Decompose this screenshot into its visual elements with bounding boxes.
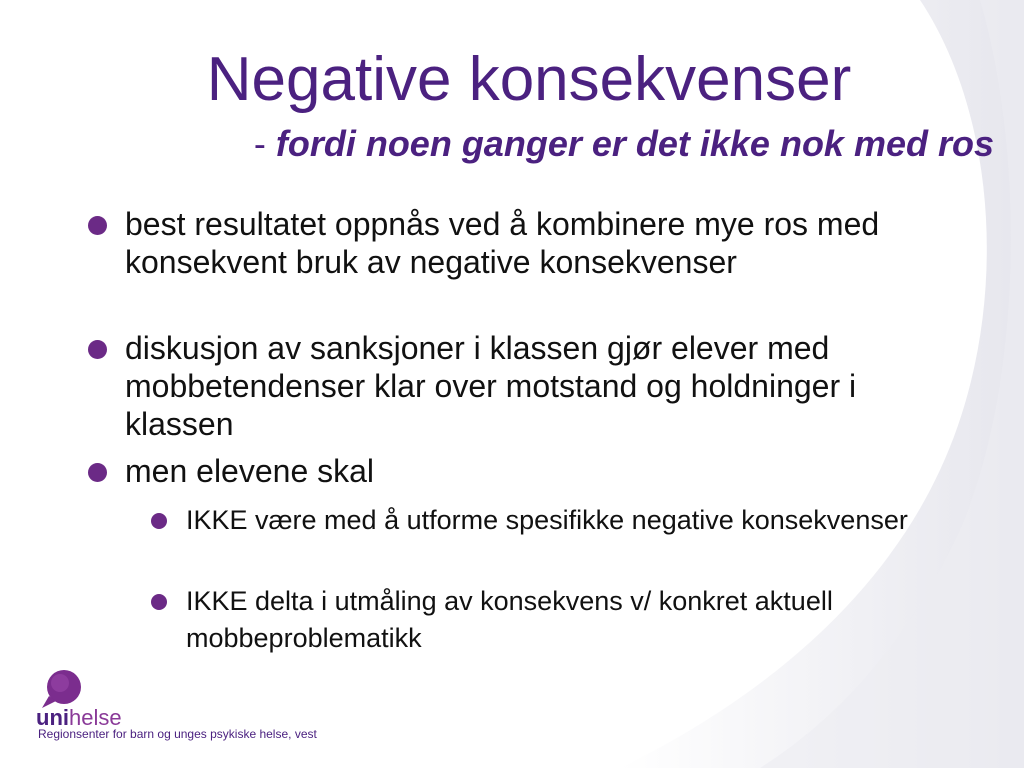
sub-bullet-item xyxy=(186,502,926,539)
bullet-item xyxy=(125,329,925,443)
subtitle-dash: - xyxy=(253,123,266,164)
bullet-item xyxy=(125,452,925,490)
bullet-dot-icon xyxy=(151,513,167,529)
sub-bullet-text: IKKE være med å utforme spesifikke negative konsekvenser xyxy=(186,505,908,535)
bullet-text: best resultatet oppnås ved å kombinere mye ros med konsekvent bruk av negative konsekvenser xyxy=(125,206,880,280)
bullet-dot-icon xyxy=(88,216,107,235)
sub-bullet-text: IKKE delta i utmåling av konsekvens v/ konkret aktuell mobbeproblematikk xyxy=(186,586,833,653)
bullet-item xyxy=(125,205,925,281)
logo-tagline: Regionsenter for barn og unges psykiske helse, vest xyxy=(38,727,317,741)
logo-helse: helse xyxy=(69,705,122,730)
logo-uni: uni xyxy=(36,705,69,730)
bullet-dot-icon xyxy=(151,594,167,610)
bullet-dot-icon xyxy=(88,463,107,482)
slide-title: Negative konsekvenser xyxy=(206,45,852,114)
bullet-text: men elevene skal xyxy=(125,453,375,489)
bullet-text: diskusjon av sanksjoner i klassen gjør elever med mobbetendenser klar over motstand og holdninger i klassen xyxy=(125,330,857,442)
unihelse-logo xyxy=(36,668,336,748)
subtitle-text: fordi noen ganger er det ikke nok med ros xyxy=(275,123,994,164)
bullet-dot-icon xyxy=(88,340,107,359)
sub-bullet-item xyxy=(186,583,926,657)
